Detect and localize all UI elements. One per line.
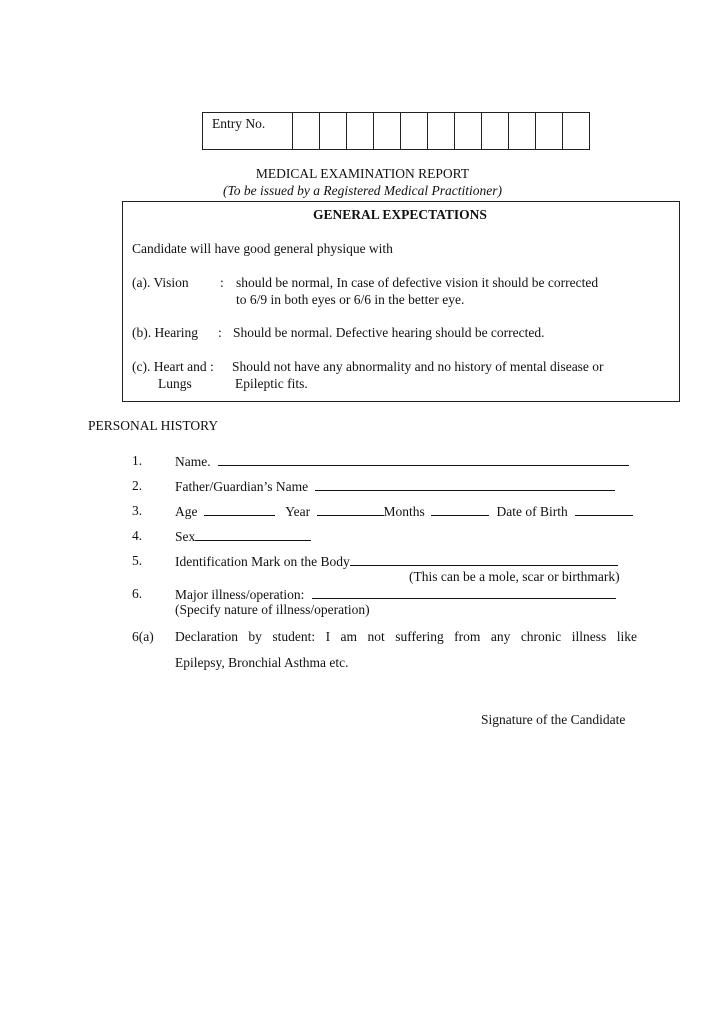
age-label: Age xyxy=(175,504,198,519)
entry-digit-cell[interactable] xyxy=(428,113,455,150)
age-field-row xyxy=(175,503,633,520)
vision-text-cont: to 6/9 in both eyes or 6/6 in the better eye. xyxy=(236,292,465,307)
declaration-word: am xyxy=(340,629,358,644)
name-label: Name. xyxy=(175,454,211,469)
declaration-word: like xyxy=(616,629,637,644)
declaration-line-2: Epilepsy, Bronchial Asthma etc. xyxy=(175,655,349,670)
name-input-line[interactable] xyxy=(218,453,629,466)
entry-digit-cell[interactable] xyxy=(482,113,509,150)
candidate-signature-label: Signature of the Candidate xyxy=(481,712,626,727)
report-subtitle: (To be issued by a Registered Medical Practitioner) xyxy=(222,183,503,198)
dob-input-line[interactable] xyxy=(575,503,633,516)
hearing-label: (b). Hearing xyxy=(132,325,198,340)
entry-number-box xyxy=(202,112,590,150)
vision-label: (a). Vision xyxy=(132,275,189,290)
illness-input-line[interactable] xyxy=(312,586,616,599)
heart-text: Should not have any abnormality and no history of mental disease or xyxy=(232,359,604,374)
illness-note: (Specify nature of illness/operation) xyxy=(175,602,370,617)
personal-history-heading: PERSONAL HISTORY xyxy=(88,418,219,433)
item-number: 1. xyxy=(132,453,143,468)
entry-number-label: Entry No. xyxy=(203,113,293,150)
name-field-row xyxy=(175,453,629,470)
declaration-word: suffering xyxy=(395,629,444,644)
item-number: 6. xyxy=(132,586,143,601)
months-label: Months xyxy=(383,504,425,519)
heart-label: (c). Heart and : xyxy=(132,359,214,374)
entry-digit-cell[interactable] xyxy=(320,113,347,150)
declaration-word: Declaration xyxy=(175,629,238,644)
entry-digit-cell[interactable] xyxy=(293,113,320,150)
heart-text-cont: Epileptic fits. xyxy=(235,376,308,391)
report-title: MEDICAL EXAMINATION REPORT xyxy=(255,166,470,181)
vision-colon: : xyxy=(220,275,224,290)
item-number: 4. xyxy=(132,528,143,543)
declaration-word: illness xyxy=(571,629,607,644)
entry-digit-cell[interactable] xyxy=(401,113,428,150)
entry-digit-cell[interactable] xyxy=(509,113,536,150)
declaration-word: student: xyxy=(272,629,316,644)
father-field-row xyxy=(175,478,615,495)
hearing-text: Should be normal. Defective hearing should be corrected. xyxy=(233,325,545,340)
year-input-line[interactable] xyxy=(317,503,384,516)
item-number: 3. xyxy=(132,503,143,518)
illness-field-row xyxy=(175,586,616,603)
declaration-word: by xyxy=(248,629,262,644)
item-number: 6(a) xyxy=(132,629,154,644)
entry-digit-cell[interactable] xyxy=(563,113,590,150)
lungs-label: Lungs xyxy=(158,376,192,391)
declaration-word: from xyxy=(454,629,481,644)
id-mark-input-line[interactable] xyxy=(350,553,618,566)
entry-digit-cell[interactable] xyxy=(536,113,563,150)
sex-input-line[interactable] xyxy=(195,528,311,541)
declaration-line xyxy=(175,629,637,645)
dob-label: Date of Birth xyxy=(496,504,568,519)
sex-label: Sex xyxy=(175,529,196,544)
entry-digit-cell[interactable] xyxy=(374,113,401,150)
months-input-line[interactable] xyxy=(431,503,489,516)
general-expectations-heading: GENERAL EXPECTATIONS xyxy=(313,207,487,222)
declaration-word: I xyxy=(325,629,331,644)
entry-digit-cell[interactable] xyxy=(455,113,482,150)
entry-digit-cell[interactable] xyxy=(347,113,374,150)
id-mark-label: Identification Mark on the Body xyxy=(175,554,350,569)
hearing-colon: : xyxy=(218,325,222,340)
declaration-word: any xyxy=(490,629,511,644)
father-guardian-input-line[interactable] xyxy=(315,478,615,491)
father-guardian-label: Father/Guardian’s Name xyxy=(175,479,309,494)
item-number: 5. xyxy=(132,553,143,568)
year-label: Year xyxy=(285,504,311,519)
vision-text: should be normal, In case of defective vision it should be corrected xyxy=(236,275,599,290)
age-input-line[interactable] xyxy=(204,503,275,516)
sex-field-row xyxy=(175,528,311,545)
id-mark-field-row xyxy=(175,553,618,570)
declaration-word: not xyxy=(367,629,385,644)
id-mark-note: (This can be a mole, scar or birthmark) xyxy=(409,569,620,584)
illness-label: Major illness/operation: xyxy=(175,587,305,602)
general-intro: Candidate will have good general physique with xyxy=(132,241,393,256)
declaration-word: chronic xyxy=(520,629,562,644)
item-number: 2. xyxy=(132,478,143,493)
